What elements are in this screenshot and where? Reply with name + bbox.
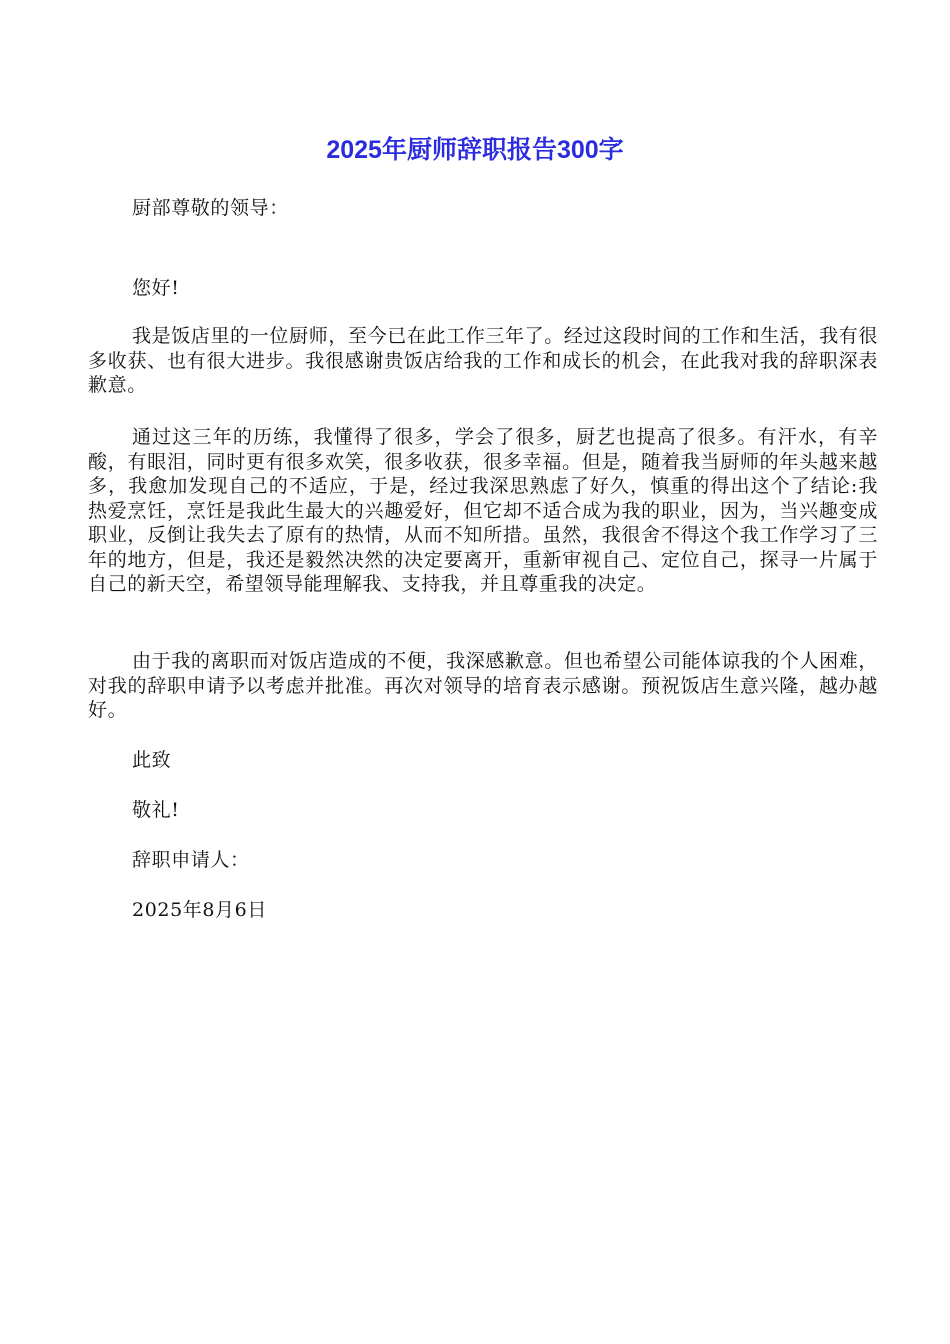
body-paragraph: 我是饭店里的一位厨师，至今已在此工作三年了。经过这段时间的工作和生活，我有很多收获、也有很大进步。我很感谢贵饭店给我的工作和成长的机会，在此我对我的辞职深表歉意。 [88,325,878,396]
body-paragraph-1-block [88,324,878,398]
body-paragraph: 通过这三年的历练，我懂得了很多，学会了很多，厨艺也提高了很多。有汗水，有辛酸，有眼泪，同时更有很多欢笑，很多收获，很多幸福。但是，随着我当厨师的年头越来越多，我愈加发现自己的不适应，于是，经过我深思熟虑了好久，慎重的得出这个了结论:我热爱烹饪，烹饪是我此生最大的兴趣爱好，但它却不适合成为我的职业，因为，当兴趣变成职业，反倒让我失去了原有的热情，从而不知所措。虽然，我很舍不得这个我工作学习了三年的地方，但是，我还是毅然决然的决定要离开，重新审视自己、定位自己，探寻一片属于自己的新天空，希望领导能理解我、支持我，并且尊重我的决定。 [88,426,878,595]
body-paragraph-2-block [88,425,878,597]
document-title: 2025年厨师辞职报告300字 [326,136,624,164]
signer-label: 辞职申请人： [132,849,250,871]
document-date: 2025年8月6日 [132,899,267,921]
body-paragraph: 由于我的离职而对饭店造成的不便，我深感歉意。但也希望公司能体谅我的个人困难，对我的辞职申请予以考虑并批准。再次对领导的培育表示感谢。预祝饭店生意兴隆，越办越好。 [88,650,878,721]
closing-salute: 敬礼! [132,799,180,821]
body-paragraph-3-block [88,649,878,723]
greeting: 您好! [132,277,180,299]
closing-line: 此致 [132,749,172,771]
salutation: 厨部尊敬的领导： [132,197,289,219]
